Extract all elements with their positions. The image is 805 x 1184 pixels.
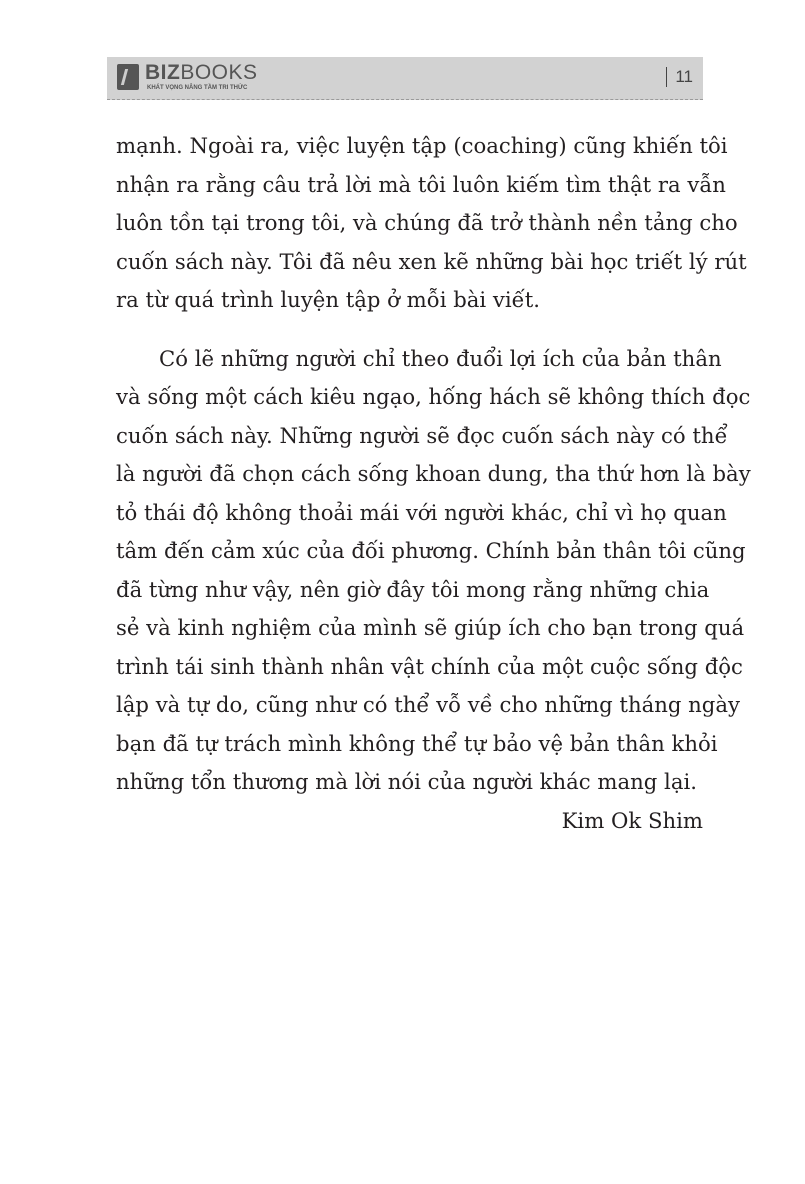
text-line: là người đã chọn cách sống khoan dung, tha thứ hơn là bày: [116, 461, 751, 486]
text-line: bạn đã tự trách mình không thể tự bảo vệ bản thân khỏi: [116, 730, 718, 756]
page-header: [107, 57, 703, 100]
text-line: cuốn sách này. Những người sẽ đọc cuốn sách này có thể: [116, 422, 728, 448]
page-number: 11: [666, 67, 693, 87]
text-line: tỏ thái độ không thoải mái với người khác, chỉ vì họ quan: [116, 499, 727, 525]
text-line: sẻ và kinh nghiệm của mình sẽ giúp ích cho bạn trong quá: [116, 615, 745, 640]
body-text: [116, 127, 751, 840]
text-line: và sống một cách kiêu ngạo, hống hách sẽ không thích đọc: [116, 384, 751, 409]
text-line: những tổn thương mà lời nói của người khác mang lại.: [116, 769, 697, 794]
paragraph-1: [116, 127, 747, 320]
bizbooks-logo-icon: [117, 64, 139, 90]
text-line: đã từng như vậy, nên giờ đây tôi mong rằng những chia: [116, 576, 710, 602]
text-line: trình tái sinh thành nhân vật chính của một cuộc sống độc: [116, 653, 743, 679]
text-line: ra từ quá trình luyện tập ở mỗi bài viết.: [116, 287, 540, 312]
text-line: lập và tự do, cũng như có thể vỗ về cho những tháng ngày: [116, 692, 740, 717]
author-signature: Kim Ok Shim: [561, 807, 703, 833]
brand-name: [145, 61, 258, 85]
text-line: Có lẽ những người chỉ theo đuổi lợi ích của bản thân: [159, 345, 722, 371]
brand-bold: BIZ: [145, 61, 181, 84]
text-line: tâm đến cảm xúc của đối phương. Chính bản thân tôi cũng: [116, 538, 746, 563]
brand-rest: BOOKS: [180, 61, 258, 84]
paragraph-2: [116, 340, 751, 802]
brand-tagline: KHÁT VỌNG NÂNG TẦM TRI THỨC: [147, 85, 248, 91]
text-line: luôn tồn tại trong tôi, và chúng đã trở thành nền tảng cho: [116, 210, 738, 235]
text-line: mạnh. Ngoài ra, việc luyện tập (coaching) cũng khiến tôi: [116, 133, 728, 158]
text-line: nhận ra rằng câu trả lời mà tôi luôn kiếm tìm thật ra vẫn: [116, 171, 726, 197]
text-line: cuốn sách này. Tôi đã nêu xen kẽ những bài học triết lý rút: [116, 248, 747, 274]
